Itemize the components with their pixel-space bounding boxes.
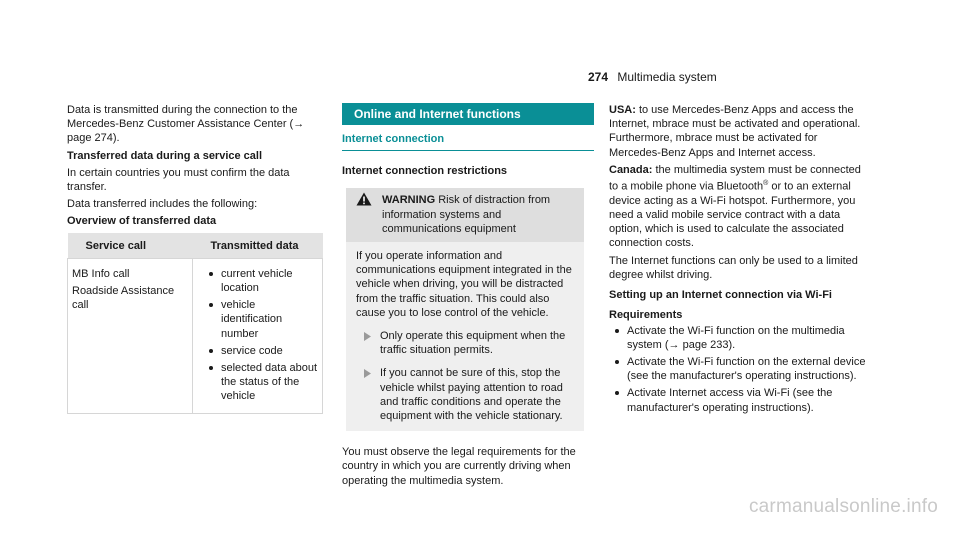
table-header-service-call: Service call	[68, 233, 193, 259]
warning-triangle-icon	[356, 192, 372, 206]
middle-column	[342, 103, 594, 491]
usa-paragraph	[609, 103, 871, 160]
transferred-data-table	[67, 233, 323, 414]
action-arrow-icon	[364, 369, 371, 378]
service-call-cell	[68, 258, 193, 413]
warning-box	[346, 188, 584, 431]
list-item: Activate Internet access via Wi-Fi (see the manufacturer's operating instructions).	[613, 386, 871, 414]
service-item: Roadside Assistance call	[72, 285, 175, 312]
transmitted-data-list	[197, 267, 318, 404]
requirements-list	[609, 324, 871, 415]
list-item: Activate the Wi-Fi function on the external device (see the manufacturer's operating instructions).	[613, 355, 871, 383]
list-item: Activate the Wi-Fi function on the multimedia system (→ page 233).	[613, 324, 871, 352]
canada-label: Canada:	[609, 163, 653, 176]
includes-text: Data transferred includes the following:	[67, 198, 258, 211]
watermark: carmanualsonline.info	[748, 496, 938, 517]
warning-body	[346, 242, 584, 431]
restrictions-title: Internet connection restrictions	[342, 165, 508, 178]
section-name: Multimedia system	[617, 70, 717, 84]
warning-text: If you operate information and communications equipment integrated in the vehicle when driving, you will be distracted from the traffic situation. This could also cause you to lose control of the vehicle.	[356, 250, 572, 319]
warning-action-text: Only operate this equipment when the traffic situation permits.	[380, 330, 566, 357]
action-arrow-icon	[364, 332, 371, 341]
warning-action-text: If you cannot be sure of this, stop the vehicle whilst paying attention to road and traffic conditions and operate the equipment with the vehicle stationary.	[380, 367, 563, 423]
canada-text-continued: or to an external device acting as a Wi-Fi hotspot. Furthermore, you need a valid mobile service contract with a data option, which is used to calculate the associated connection costs.	[609, 180, 856, 250]
left-column	[67, 103, 327, 414]
page-number: 274	[588, 70, 609, 84]
service-item: MB Info call	[72, 267, 130, 280]
subsection-title: Internet connection	[342, 132, 594, 151]
canada-paragraph	[609, 163, 871, 251]
warning-action	[356, 329, 576, 357]
usa-label: USA:	[609, 104, 636, 116]
registered-mark: ®	[763, 180, 769, 188]
table-header-transmitted-data: Transmitted data	[193, 233, 323, 259]
list-item: current vehicle location	[209, 267, 318, 295]
warning-title: Risk of distraction from information systems and communications equipment	[382, 194, 551, 235]
service-call-heading: Transferred data during a service call	[67, 149, 263, 162]
right-column	[609, 103, 871, 418]
overview-heading: Overview of transferred data	[67, 215, 217, 228]
limited-use-text: The Internet functions can only be used to a limited degree whilst driving.	[609, 254, 858, 281]
legal-requirements-text: You must observe the legal requirements for the country in which you are currently driving when operating the multimedia system.	[342, 446, 576, 487]
requirements-heading: Requirements	[609, 309, 683, 322]
warning-header	[346, 188, 584, 242]
transmitted-data-cell	[193, 258, 323, 413]
service-call-text: In certain countries you must confirm the data transfer.	[67, 166, 290, 194]
warning-action	[356, 366, 576, 423]
wifi-setup-heading: Setting up an Internet connection via Wi-Fi	[609, 289, 832, 302]
page-header	[588, 70, 717, 84]
intro-paragraph: Data is transmitted during the connection to the Mercedes-Benz Customer Assistance Center (→ page 274).	[67, 104, 305, 145]
section-title: Online and Internet functions	[342, 103, 594, 125]
canada-text: the multimedia system must be connected to a mobile phone via Bluetooth	[609, 163, 861, 193]
list-item: vehicle identification number	[209, 298, 318, 341]
table-row	[68, 258, 323, 413]
list-item: service code	[209, 344, 318, 358]
list-item: selected data about the status of the vehicle	[209, 361, 318, 404]
warning-label: WARNING	[382, 194, 436, 207]
usa-text: to use Mercedes-Benz Apps and access the Internet, mbrace must be activated and operational. Furthermore, mbrace must be activated for Mercedes-Benz Apps and Internet access.	[609, 104, 861, 159]
